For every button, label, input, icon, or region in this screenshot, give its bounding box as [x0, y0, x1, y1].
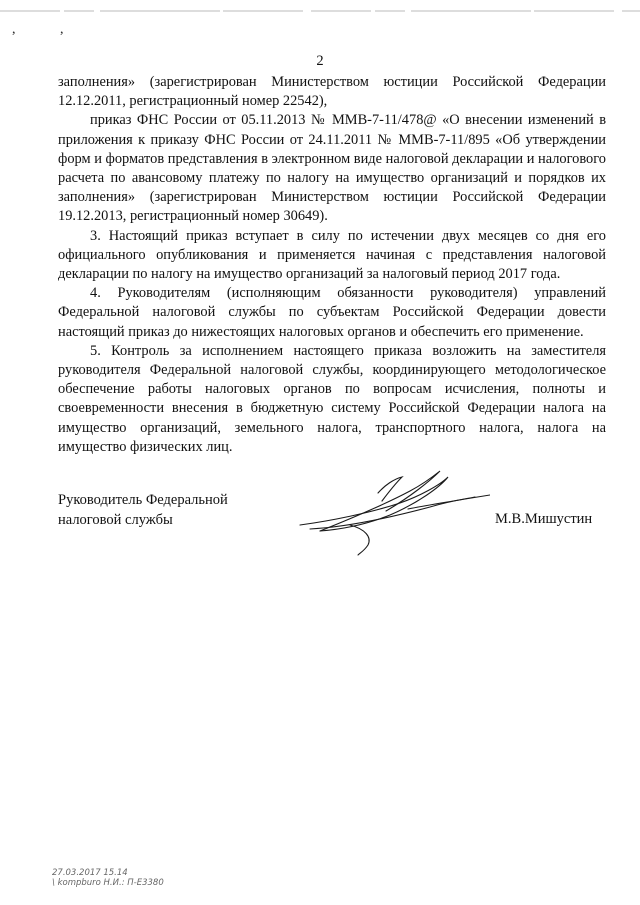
stamp-operator: \ kompburo Н.И.: П-Е3380 — [52, 878, 164, 888]
signatory-title-line2: налоговой службы — [58, 511, 173, 528]
paragraph-5: 5. Контроль за исполнением настоящего приказа возложить на заместителя руководителя Федеральной налоговой службы, координирующего методологическое обеспечение работы налоговых органов по вопросам исчисления, полноты и своевременности внесения в бюджетную систему Российской Федерации налога на имущество организаций, земельного налога, транспортного налога, налога на имущество физических лиц. — [58, 342, 606, 455]
paragraph-3: 3. Настоящий приказ вступает в силу по истечении двух месяцев со дня его официального опубликования и применяется начиная с представления налоговой декларации по налогу на имущество организаций за налоговый период 2017 года. — [58, 227, 606, 283]
signatory-title-line1: Руководитель Федеральной — [58, 492, 228, 508]
stamp-datetime: 27.03.2017 15.14 — [52, 868, 128, 878]
footer-print-stamp — [52, 868, 164, 888]
margin-mark-2: , — [60, 22, 64, 37]
paragraph-4: 4. Руководителям (исполняющим обязанности руководителя) управлений Федеральной налоговой службы по субъектам Российской Федерации довести настоящий приказ до нижестоящих налоговых органов и обеспечить его применение. — [58, 285, 606, 340]
document-body — [58, 73, 606, 457]
page-number: 2 — [316, 53, 324, 69]
signatory-name: М.В.Мишустин — [495, 511, 593, 527]
paragraph-order-amendment: приказ ФНС России от 05.11.2013 № ММВ-7-11/478@ «О внесении изменений в приложения к приказу ФНС России от 24.11.2011 № ММВ-7-11/895 «Об утверждении форм и форматов представления в электронном виде налоговой декларации и налогового расчета по авансовому платежу по налогу на имущество организаций и порядков их заполнения» (зарегистрирован Министерством юстиции Российской Федерации 19.12.2013, регистрационный номер 30649). — [58, 112, 606, 225]
margin-mark-1: , — [12, 22, 16, 37]
signatory-title — [58, 491, 228, 530]
top-scan-line — [0, 10, 640, 12]
handwritten-signature — [290, 463, 490, 559]
paragraph-continuation: заполнения» (зарегистрирован Министерством юстиции Российской Федерации 12.12.2011, регистрационный номер 22542), — [58, 74, 606, 110]
